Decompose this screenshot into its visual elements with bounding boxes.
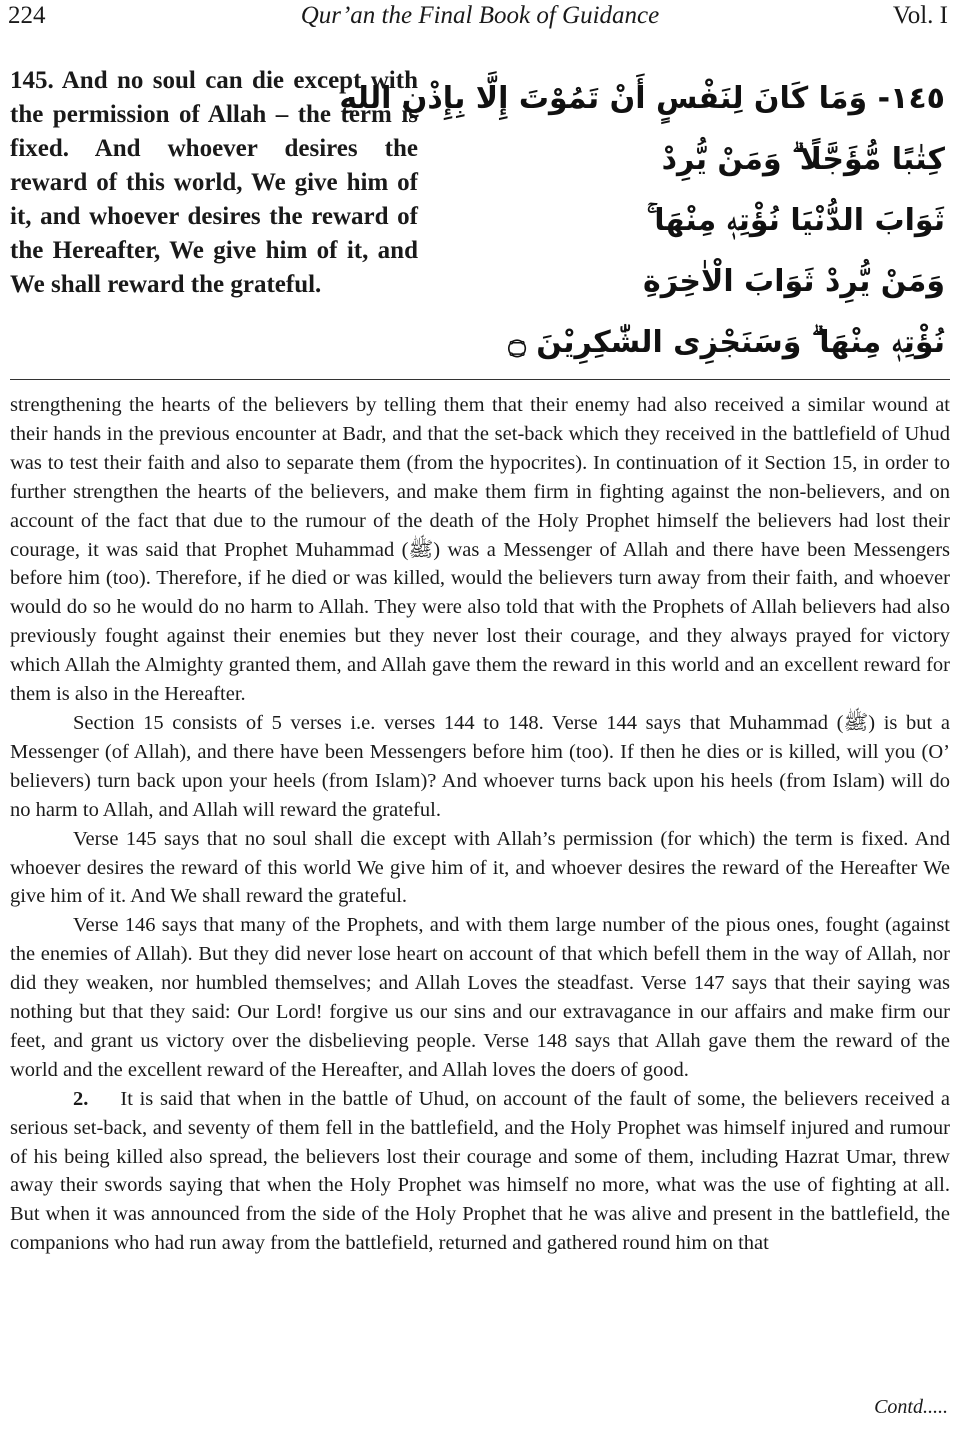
paragraph-number: 2. <box>73 1087 89 1110</box>
continued-note: Contd..... <box>874 1396 948 1418</box>
page-number: 224 <box>8 2 46 29</box>
arabic-line: ١٤٥- وَمَا كَانَ لِنَفْسٍ أَنْ تَمُوْتَ إِلَّا بِإِذْنِ اللهِ <box>339 81 945 116</box>
arabic-line: وَمَنْ يُّرِدْ ثَوَابَ الْاٰخِرَةِ <box>643 264 945 299</box>
paragraph: Section 15 consists of 5 verses i.e. verses 144 to 148. Verse 144 says that Muhammad (ﷺ) is but a Messenger (of Allah), and there have been Messengers before him (too). If then he dies or is killed, will you (O’ believers) turn back upon your heels (from Islam)? And whoever turns back upon his heels (from Islam) will do no harm to Allah, and Allah will reward the grateful. <box>10 711 950 821</box>
verse-translation: 145. And no soul can die except with the permission of Allah – the term is fixed. And whoever desires the reward of this world, We give him of it, and whoever desires the reward of the Hereafter, We give him of it, and We shall reward the grateful. <box>10 67 418 298</box>
numbered-paragraph <box>10 1085 950 1258</box>
book-title: Qur’an the Final Book of Guidance <box>300 2 660 29</box>
section-divider <box>10 379 950 380</box>
arabic-line: كِتٰبًا مُّؤَجَّلًا ۗ وَمَنْ يُّرِدْ <box>661 142 945 177</box>
arabic-line: نُؤْتِهٖ مِنْهَا ۗ وَسَنَجْزِى الشّٰكِرِيْنَ ۝ <box>508 325 945 360</box>
running-header <box>8 2 952 36</box>
verse-arabic <box>339 68 945 373</box>
paragraph: strengthening the hearts of the believers by telling them that their enemy had also received a similar wound at their hands in the previous encounter at Badr, and that the set-back which they received in the battlefield of Uhud was to test their faith and also to separate them (from the hypocrites). In continuation of it Section 15, in order to further strengthen the hearts of the believers, and make them firm in fighting against the non-believers, and on account of the fact that due to the rumour of the death of the Holy Prophet himself the believers had lost their courage, it was said that Prophet Muhammad (ﷺ) was a Messenger of Allah and there have been Messengers before him (too). Therefore, if he died or was killed, would the believers turn away from their faith, and whoever would do so he would do no harm to Allah. They were also told that with the Prophets of Allah believers had also previously fought against their enemies but they never lost their courage, and they always prayed for victory which Allah the Almighty granted them, and Allah gave them the reward in this world and an excellent reward for them is also in the Hereafter. <box>10 394 950 706</box>
volume-label: Vol. I <box>892 2 948 29</box>
paragraph-text: It is said that when in the battle of Uhud, on account of the fault of some, the believers received a serious set-back, and seventy of them fell in the battlefield, and the Holy Prophet was himself injured and rumour of his being killed also spread, the believers lost their courage and some of them, including Hazrat Umar, threw away their swords saying that when the Holy Prophet was himself no more, what was the use of fighting at all. But when it was announced from the side of the Holy Prophet that he was alive and present in the battlefield, the companions who had run away from the battlefield, returned and gathered round him on that <box>10 1087 950 1255</box>
paragraph: Verse 145 says that no soul shall die except with Allah’s permission (for which) the term is fixed. And whoever desires the reward of this world We give him of it, and whoever desires the reward of the Hereafter We give him of it. And We shall reward the grateful. <box>10 827 950 908</box>
paragraph: Verse 146 says that many of the Prophets, and with them large number of the pious ones, fought (against the enemies of Allah). But they did never lose heart on account of that which befell them in the way of Allah, nor did they weaken, nor humbled themselves; and Allah Loves the steadfast. Verse 147 says that their saying was nothing but that they said: Our Lord! forgive us our sins and our extravagance in our affairs and make firm our feet, and grant us victory over the disbelieving people. Verse 148 says that Allah gave them the reward of the world and the excellent reward of the Hereafter, and Allah loves the doers of good. <box>10 914 950 1081</box>
commentary-body <box>10 391 950 1258</box>
arabic-line: ثَوَابَ الدُّنْيَا نُؤْتِهٖ مِنْهَا ۚ <box>646 203 945 238</box>
